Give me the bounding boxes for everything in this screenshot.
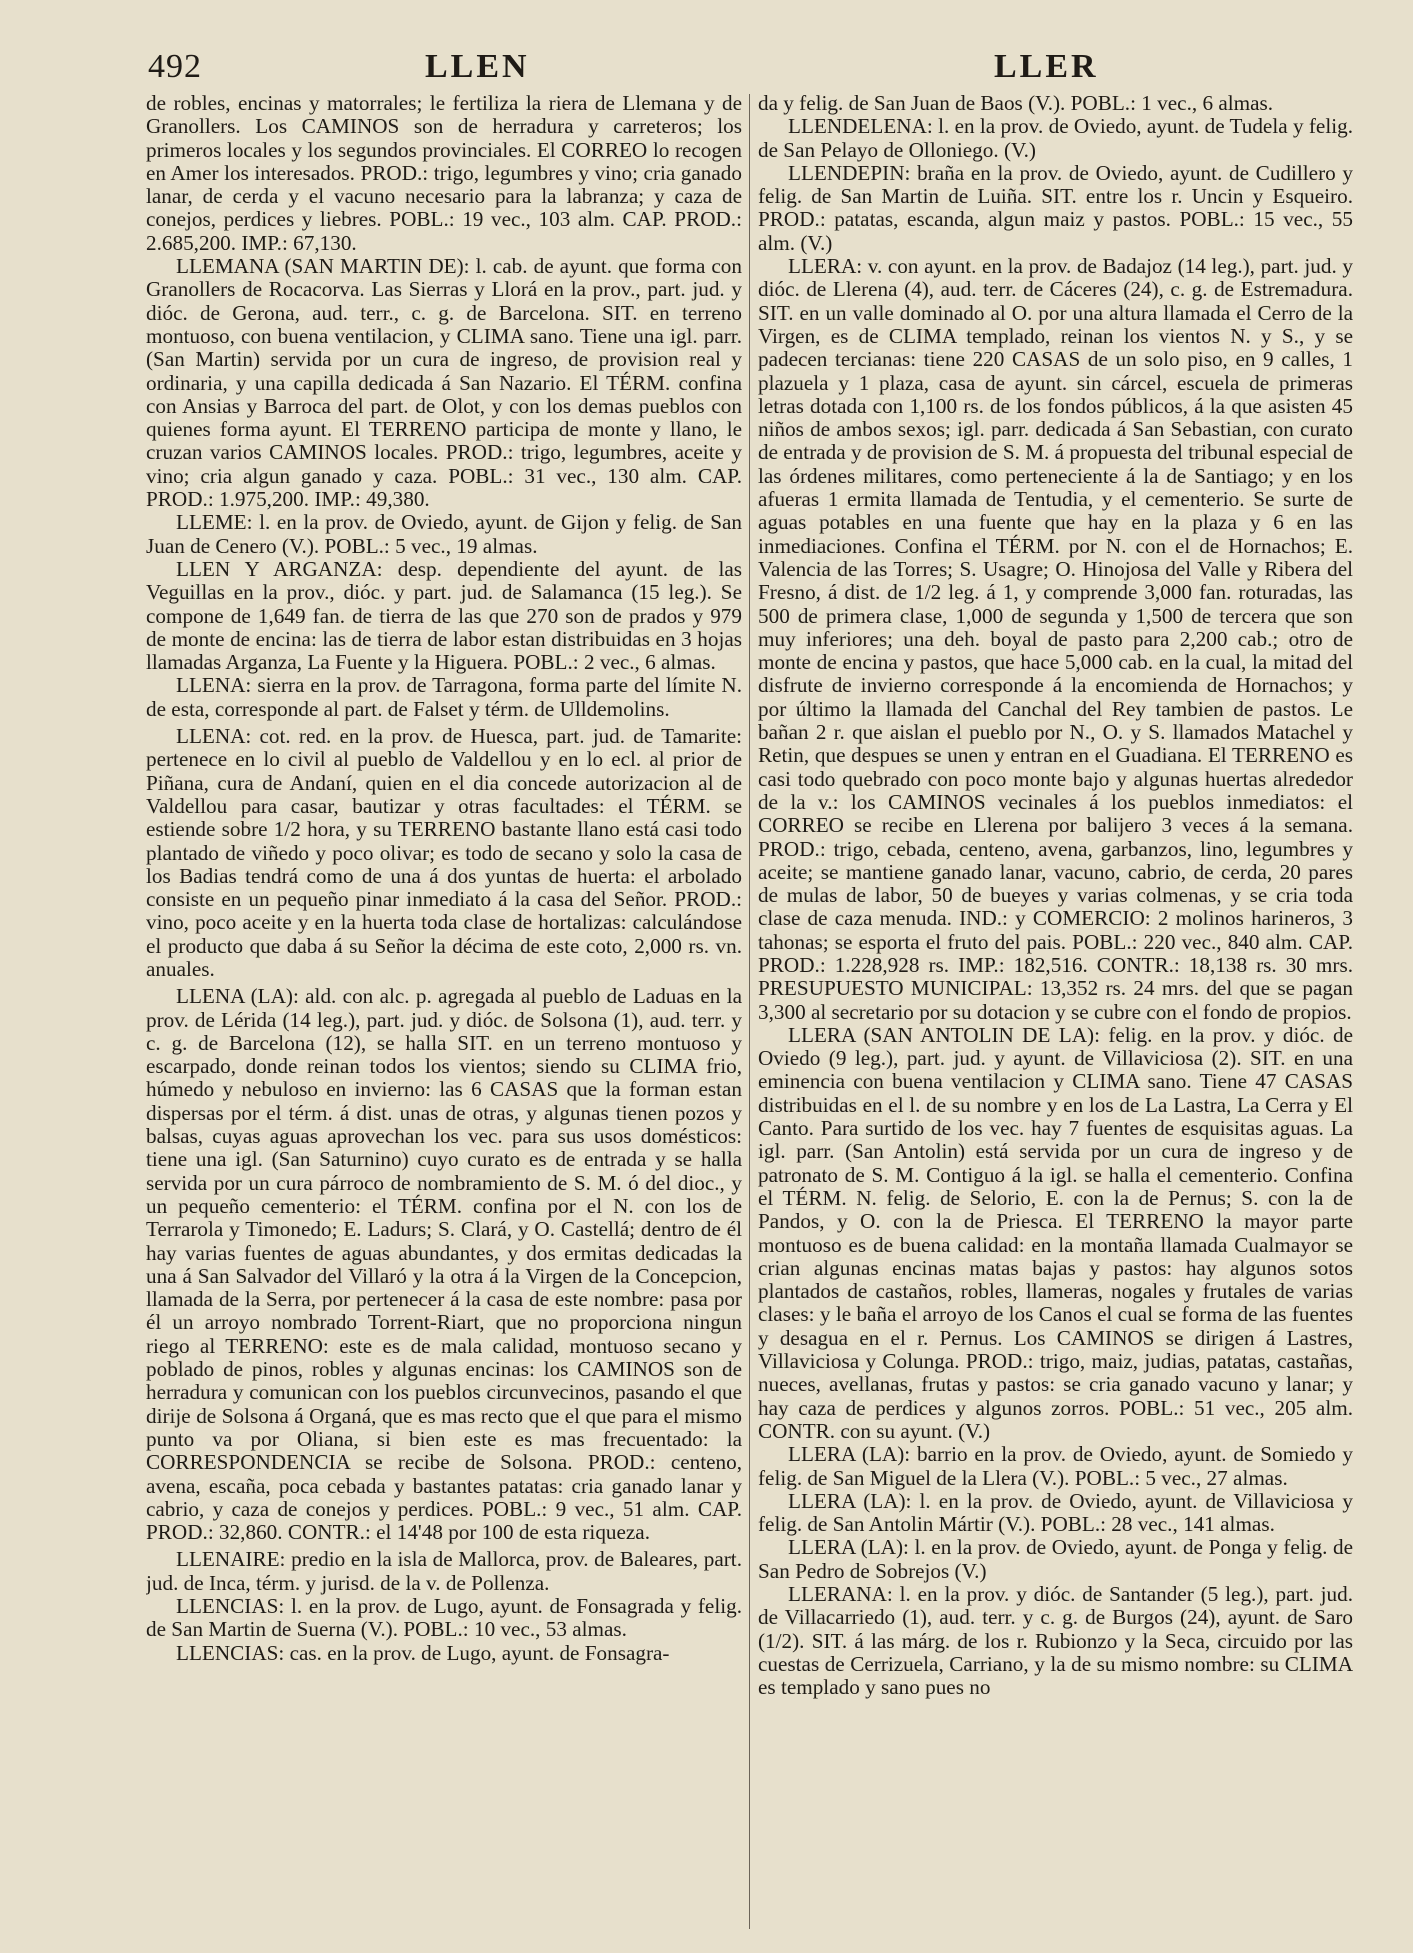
entry-paragraph: LLERA (SAN ANTOLIN DE LA): felig. en la prov. y dióc. de Oviedo (9 leg.), part. jud. y ayunt. de Villaviciosa (2). SIT. en una eminencia con buena ventilacion y CLIMA sano. Tiene 47 CASAS distribuidas en el l. de su nombre y en los de La Lastra, La Cerra y El Canto. Para surtido de los vec. hay 7 fuentes de esquisitas aguas. La igl. parr. (San Antolin) está servida por un cura de ingreso y de patronato de S. M. Contiguo á la igl. se halla el cementerio. Confina el TÉRM. N. felig. de Selorio, E. con la de Pernus; S. con la de Pandos, y O. con la de Priesca. El TERRENO la mayor parte montuoso es de buena calidad: en la montaña llamada Cualmayor se crian algunas encinas matas bajas y pastos: hay algunos sotos plantados de castaños, robles, llameras, nogales y frutales de varias clases: y le baña el arroyo de los Canos el cual se forma de las fuentes y desagua en el r. Pernus. Los CAMINOS se dirigen á Lastres, Villaviciosa y Colunga. PROD.: trigo, maiz, judias, patatas, castañas, nueces, avellanas, frutas y pastos: se cria ganado vacuno y lanar; y hay caza de perdices y algunos zorros. POBL.: 51 vec., 205 alm. CONTR. con su ayunt. (V.)	[758, 1022, 1353, 1443]
entry-paragraph: LLENCIAS: cas. en la prov. de Lugo, ayunt. de Fonsagra-	[176, 1640, 670, 1665]
entry-paragraph: LLENA: sierra en la prov. de Tarragona, forma parte del límite N. de esta, corresponde al part. de Falset y térm. de Ulldemolins.	[146, 673, 742, 721]
entry-paragraph: LLERA (LA): l. en la prov. de Oviedo, ayunt. de Ponga y felig. de San Pedro de Sobrejos (V.)	[758, 1535, 1353, 1583]
entry-paragraph: de robles, encinas y matorrales; le fertiliza la riera de Llemana y de Granollers. Los CAMINOS son de herradura y carreteros; los primeros locales y los segundos provinciales. El CORREO lo recogen en Amer los interesados. PROD.: trigo, legumbres y vino; cria ganado lanar, de cerda y el vacuno necesario para la labranza; y caza de conejos, perdices y liebres. POBL.: 19 vec., 103 alm. CAP. PROD.: 2.685,200. IMP.: 67,130.	[146, 92, 742, 255]
entry-paragraph: da y felig. de San Juan de Baos (V.). POBL.: 1 vec., 6 almas.	[758, 92, 1274, 115]
entry-paragraph: LLEMANA (SAN MARTIN DE): l. cab. de ayunt. que forma con Granollers de Rocacorva. Las Sierras y Llorá en la prov., part. jud. y dióc. de Gerona, aud. terr., c. g. de Barcelona. SIT. en terreno montuoso, con buena ventilacion, y CLIMA sano. Tiene una igl. parr. (San Martin) servida por un cura de ingreso, de provision real y ordinaria, y una capilla dedicada á San Nazario. El TÉRM. confina con Ansias y Barroca del part. de Olot, y con los demas pueblos con quienes forma ayunt. El TERRENO participa de monte y llano, le cruzan varios CAMINOS locales. PROD.: trigo, legumbres, aceite y vino; cria algun ganado y caza. POBL.: 31 vec., 130 alm. CAP. PROD.: 1.975,200. IMP.: 49,380.	[146, 254, 742, 512]
entry-paragraph: LLENDELENA: l. en la prov. de Oviedo, ayunt. de Tudela y felig. de San Pelayo de Olloniego. (V.)	[758, 114, 1353, 162]
page-number: 492	[148, 48, 202, 85]
entry-paragraph: LLERA: v. con ayunt. en la prov. de Badajoz (14 leg.), part. jud. y dióc. de Llerena (4), aud. terr. de Cáceres (24), c. g. de Estremadura. SIT. en un valle dominado al O. por una altura llamada el Cerro de la Virgen, es de CLIMA templado, reinan los vientos N. y S., y se padecen tercianas: tiene 220 CASAS de un solo piso, en 9 calles, 1 plazuela y 1 plaza, casa de ayunt. sin cárcel, escuela de primeras letras dotada con 1,100 rs. de los fondos públicos, á la que asisten 45 niños de ambos sexos; igl. parr. dedicada á San Sebastian, con curato de entrada y de provision de S. M. á propuesta del tribunal especial de las órdenes militares, como perteneciente á la de Santiago; y en los afueras 1 ermita llamada de Tentudia, y el cementerio. Se surte de aguas potables en una fuente que hay en la plaza y 6 en las inmediaciones. Confina el TÉRM. por N. con el de Hornachos; E. Valencia de las Torres; S. Usagre; O. Hinojosa del Valle y Ribera del Fresno, á dist. de 1/2 leg. á 1, y comprende 3,000 fan. roturadas, las 500 de primera clase, 1,000 de segunda y 1,500 de tercera que son muy inferiores; una deh. boyal de pasto para 2,200 cab.; otro de monte de encina y pastos, que hace 5,000 cab. en la cual, la mitad del disfrute de invierno corresponde á la encomienda de Hornachos; y por último la llamada del Canchal del Rey tambien de pastos. Le bañan 2 r. que aislan el pueblo por N., O. y S. llamados Matachel y Retin, que despues se unen y entran en el Guadiana. El TERRENO es casi todo quebrado con poco monte bajo y algunas huertas alrededor de la v.: los CAMINOS vecinales á los pueblos inmediatos: el CORREO se recibe en Llerena por balijero 3 veces á la semana. PROD.: trigo, cebada, centeno, avena, garbanzos, lino, legumbres y aceite; se mantiene ganado lanar, vacuno, cabrio, de cerda, 20 pares de mulas de labor, 50 de bueyes y varias colmenas, y se cria toda clase de caza menuda. IND.: y COMERCIO: 2 molinos harineros, 3 tahonas; se esporta el fruto del pais. POBL.: 220 vec., 840 alm. CAP. PROD.: 1.228,928 rs. IMP.: 182,516. CONTR.: 18,138 rs. 30 mrs. PRESUPUESTO MUNICIPAL: 13,352 rs. 24 mrs. del que se pagan 3,300 al secretario por su dotacion y se cubre con el fondo de propios.	[758, 254, 1353, 1024]
entry-paragraph: LLENAIRE: predio en la isla de Mallorca, prov. de Baleares, part. jud. de Inca, térm. y jurisd. de la v. de Pollenza.	[146, 1547, 742, 1595]
entry-paragraph: LLENA: cot. red. en la prov. de Huesca, part. jud. de Tamarite: pertenece en lo civil al pueblo de Valdellou y en lo ecl. al prior de Piñana, cura de Andaní, quien en el dia concede autorizacion al de Valdellou para casar, bautizar y otras facultades: el TÉRM. se estiende sobre 1/2 hora, y su TERRENO bastante llano está casi todo plantado de viñedo y poco olivar; es todo de secano y solo la casa de los Badias tendrá como de una á dos yuntas de huerta: el arbolado consiste en un pequeño pinar inmediato á la casa del Señor. PROD.: vino, poco aceite y en la huerta toda clase de hortalizas: calculándose el producto que daba á su Señor la décima de este coto, 2,000 rs. vn. anuales.	[146, 724, 742, 981]
entry-paragraph: LLENDEPIN: braña en la prov. de Oviedo, ayunt. de Cudillero y felig. de San Martin de Luiña. SIT. entre los r. Uncin y Esqueiro. PROD.: patatas, escanda, algun maiz y pastos. POBL.: 15 vec., 55 alm. (V.)	[758, 160, 1353, 255]
column-divider	[749, 94, 750, 1929]
entry-paragraph: LLENCIAS: l. en la prov. de Lugo, ayunt. de Fonsagrada y felig. de San Martin de Suerna (V.). POBL.: 10 vec., 53 almas.	[146, 1594, 742, 1642]
right-running-head: LLER	[994, 48, 1099, 85]
left-running-head: LLEN	[425, 48, 530, 85]
entry-paragraph: LLERA (LA): l. en la prov. de Oviedo, ayunt. de Villaviciosa y felig. de San Antolin Mártir (V.). POBL.: 28 vec., 141 almas.	[758, 1488, 1353, 1537]
entry-paragraph: LLEN Y ARGANZA: desp. dependiente del ayunt. de las Veguillas en la prov., dióc. y part. jud. de Salamanca (15 leg.). Se compone de 1,649 fan. de tierra de las que 270 son de prados y 979 de monte de encina: las de tierra de labor estan distribuidas en 3 hojas llamadas Arganza, La Fuente y la Higuera. POBL.: 2 vec., 6 almas.	[146, 556, 742, 675]
entry-paragraph: LLENA (LA): ald. con alc. p. agregada al pueblo de Laduas en la prov. de Lérida (14 leg.), part. jud. y dióc. de Solsona (1), aud. terr. y c. g. de Barcelona (12), se halla SIT. en un terreno montuoso y escarpado, donde reinan todos los vientos; siendo su CLIMA frio, húmedo y nebuloso en invierno: las 6 CASAS que la forman estan dispersas por el térm. á dist. unas de otras, y algunas tienen pozos y balsas, cuyas aguas aprovechan los vec. para sus usos domésticos: tiene una igl. (San Saturnino) cuyo curato es de entrada y se halla servida por un cura párroco de nombramiento de S. M. ó del dioc., y un pequeño cementerio: el TÉRM. confina por el N. con los de Terrarola y Timonedo; E. Ladurs; S. Clará, y O. Castellá; dentro de él hay varias fuentes de aguas abundantes, y dos ermitas dedicadas la una á San Salvador del Villaró y la otra á la Virgen de la Concepcion, llamada de la Serra, por pertenecer á la casa de este nombre: pasa por él un arroyo nombrado Torrent-Riart, que no proporciona ningun riego al TERRENO: este es de mala calidad, montuoso secano y poblado de pinos, robles y algunas encinas: los CAMINOS son de herradura y comunican con los pueblos circunvecinos, pasando el que dirije de Solsona á Organá, que es mas recto que el que para el mismo punto va por Oliana, si bien este es mas frecuentado: la CORRESPONDENCIA se recibe de Solsona. PROD.: centeno, avena, escaña, poca cebada y bastantes patatas: cria ganado lanar y cabrio, y caza de conejos y perdices. POBL.: 9 vec., 51 alm. CAP. PROD.: 32,860. CONTR.: el 14'48 por 100 de esta riqueza.	[146, 984, 742, 1545]
left-column	[146, 92, 742, 1940]
right-column	[758, 92, 1353, 1940]
entry-paragraph: LLERANA: l. en la prov. y dióc. de Santander (5 leg.), part. jud. de Villacarriedo (1), aud. terr. y c. g. de Burgos (24), ayunt. de Saro (1/2). SIT. á las márg. de los r. Rubionzo y la Seca, circuido por las cuestas de Cerrizuela, Carriano, y la de su mismo nombre: su CLIMA es templado y sano pues no	[758, 1582, 1353, 1700]
entry-paragraph: LLERA (LA): barrio en la prov. de Oviedo, ayunt. de Somiedo y felig. de San Miguel de la Llera (V.). POBL.: 5 vec., 27 almas.	[758, 1442, 1353, 1490]
entry-paragraph: LLEME: l. en la prov. de Oviedo, ayunt. de Gijon y felig. de San Juan de Cenero (V.). POBL.: 5 vec., 19 almas.	[146, 510, 742, 558]
